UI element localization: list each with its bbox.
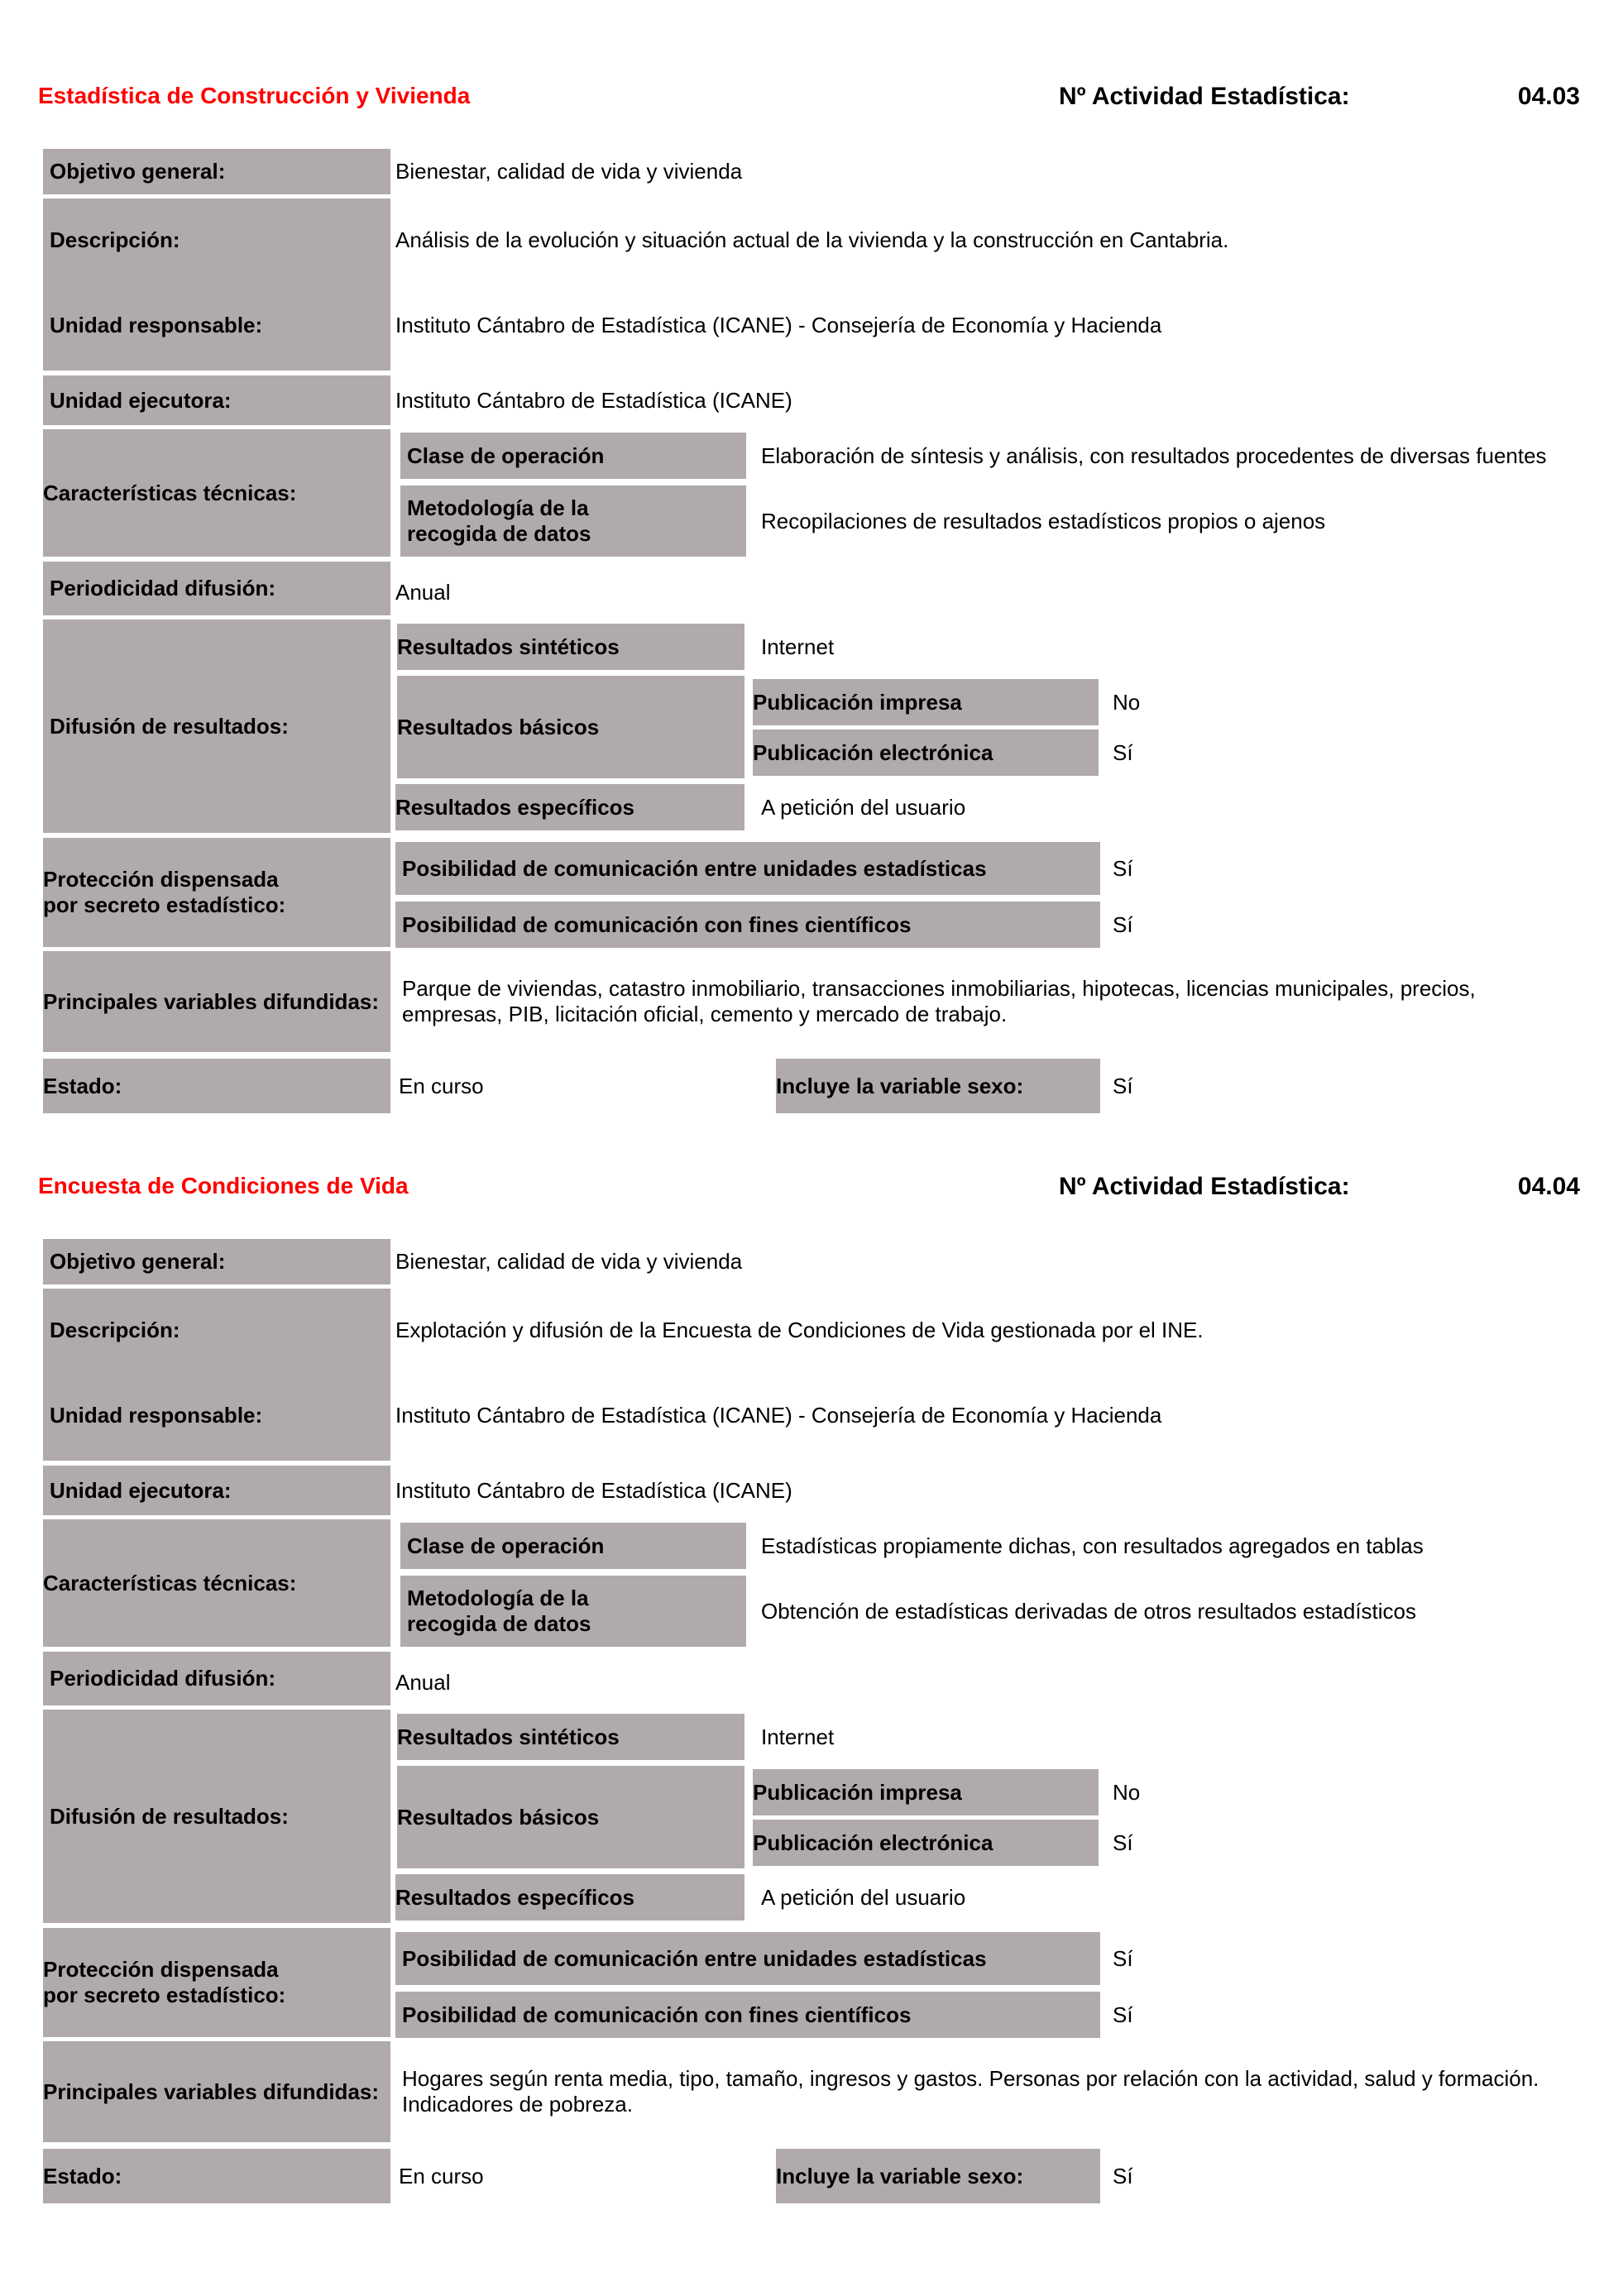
especificos-label: Resultados específicos [395,1874,744,1921]
estado-label: Estado: [43,2149,390,2203]
periodicidad-value: Anual [395,579,451,605]
comunicacion-cientificos-label: Posibilidad de comunicación con fines científicos [395,1992,1100,2038]
sinteticos-value: Internet [761,1724,835,1749]
descripcion-value: Explotación y difusión de la Encuesta de Condiciones de Vida gestionada por el INE. [395,1317,1204,1342]
activity-number-label: Nº Actividad Estadística: [1059,1173,1350,1200]
comunicacion-unidades-label: Posibilidad de comunicación entre unidades estadísticas [395,1932,1100,1985]
pub-impresa-label: Publicación impresa [753,1769,1099,1815]
objetivo-value: Bienestar, calidad de vida y vivienda [395,159,743,184]
sinteticos-label: Resultados sintéticos [397,624,744,670]
clase-operacion-value: Estadísticas propiamente dichas, con resultados agregados en tablas [761,1533,1424,1558]
unidad-ejecutora-label: Unidad ejecutora: [43,375,390,425]
caracteristicas-label: Características técnicas: [43,1519,390,1647]
pub-impresa-value: No [1113,1779,1141,1805]
estado-label: Estado: [43,1059,390,1113]
unidad-responsable-value: Instituto Cántabro de Estadística (ICANE) - Consejería de Economía y Hacienda [395,312,1162,337]
unidad-responsable-label: Unidad responsable: [50,1402,263,1428]
objetivo-label: Objetivo general: [43,1239,390,1284]
pub-impresa-value: No [1113,689,1141,715]
periodicidad-value: Anual [395,1669,451,1695]
sexo-value: Sí [1113,1073,1133,1098]
comunicacion-unidades-value: Sí [1113,1945,1133,1971]
estado-value: En curso [399,2163,484,2188]
objetivo-label: Objetivo general: [43,149,390,194]
unidad-ejecutora-value: Instituto Cántabro de Estadística (ICANE) [395,1477,792,1503]
especificos-label: Resultados específicos [395,784,744,830]
comunicacion-cientificos-value: Sí [1113,911,1133,937]
sexo-label: Incluye la variable sexo: [776,2149,1100,2203]
sinteticos-label: Resultados sintéticos [397,1714,744,1760]
clase-operacion-label: Clase de operación [400,433,746,479]
metodologia-label: Metodología de la recogida de datos [400,486,746,557]
descripcion-value: Análisis de la evolución y situación actual de la vivienda y la construcción en Cantabria. [395,227,1229,252]
sexo-value: Sí [1113,2163,1133,2188]
unidad-responsable-value: Instituto Cántabro de Estadística (ICANE) - Consejería de Economía y Hacienda [395,1402,1162,1428]
caracteristicas-label: Características técnicas: [43,429,390,557]
activity-number-value: 04.04 [1517,1173,1580,1200]
variables-value: Hogares según renta media, tipo, tamaño, ingresos y gastos. Personas por relación con la actividad, salud y formación. Indicadores de pobreza. [402,2066,1539,2117]
clase-operacion-value: Elaboración de síntesis y análisis, con resultados procedentes de diversas fuentes [761,442,1547,468]
sexo-label: Incluye la variable sexo: [776,1059,1100,1113]
variables-label: Principales variables difundidas: [43,2041,390,2142]
basicos-label: Resultados básicos [397,676,744,778]
record-title: Encuesta de Condiciones de Vida [38,1173,409,1198]
estado-value: En curso [399,1073,484,1098]
activity-number-value: 04.03 [1517,83,1580,110]
pub-electronica-value: Sí [1113,739,1133,765]
unidad-ejecutora-value: Instituto Cántabro de Estadística (ICANE) [395,387,792,413]
metodologia-value: Recopilaciones de resultados estadísticos propios o ajenos [761,508,1326,533]
difusion-label: Difusión de resultados: [43,1710,390,1923]
unidad-responsable-label: Unidad responsable: [50,312,263,337]
pub-impresa-label: Publicación impresa [753,679,1099,725]
metodologia-label: Metodología de la recogida de datos [400,1576,746,1647]
comunicacion-cientificos-value: Sí [1113,2002,1133,2027]
proteccion-label: Protección dispensada por secreto estadístico: [43,838,390,947]
record-sheet [0,1090,1623,2188]
descripcion-label: Descripción: [50,1317,180,1342]
metodologia-value: Obtención de estadísticas derivadas de otros resultados estadísticos [761,1598,1416,1624]
sinteticos-value: Internet [761,634,835,659]
pub-electronica-label: Publicación electrónica [753,1820,1099,1866]
comunicacion-unidades-value: Sí [1113,855,1133,881]
clase-operacion-label: Clase de operación [400,1523,746,1569]
difusion-label: Difusión de resultados: [43,619,390,833]
periodicidad-label: Periodicidad difusión: [43,562,390,615]
record-title: Estadística de Construcción y Vivienda [38,83,471,108]
comunicacion-cientificos-label: Posibilidad de comunicación con fines científicos [395,902,1100,948]
objetivo-value: Bienestar, calidad de vida y vivienda [395,1249,743,1274]
pub-electronica-label: Publicación electrónica [753,729,1099,776]
activity-number-label: Nº Actividad Estadística: [1059,83,1350,110]
especificos-value: A petición del usuario [761,1884,966,1910]
especificos-value: A petición del usuario [761,794,966,820]
comunicacion-unidades-label: Posibilidad de comunicación entre unidades estadísticas [395,842,1100,895]
proteccion-label: Protección dispensada por secreto estadístico: [43,1928,390,2037]
unidad-ejecutora-label: Unidad ejecutora: [43,1466,390,1515]
variables-label: Principales variables difundidas: [43,951,390,1052]
descripcion-label: Descripción: [50,227,180,252]
periodicidad-label: Periodicidad difusión: [43,1652,390,1705]
basicos-label: Resultados básicos [397,1766,744,1868]
variables-value: Parque de viviendas, catastro inmobiliario, transacciones inmobiliarias, hipotecas, licencias municipales, precios, empresas, PIB, licitación oficial, cemento y mercado de trabajo. [402,976,1476,1026]
record-sheet [0,0,1623,1098]
pub-electronica-value: Sí [1113,1830,1133,1855]
